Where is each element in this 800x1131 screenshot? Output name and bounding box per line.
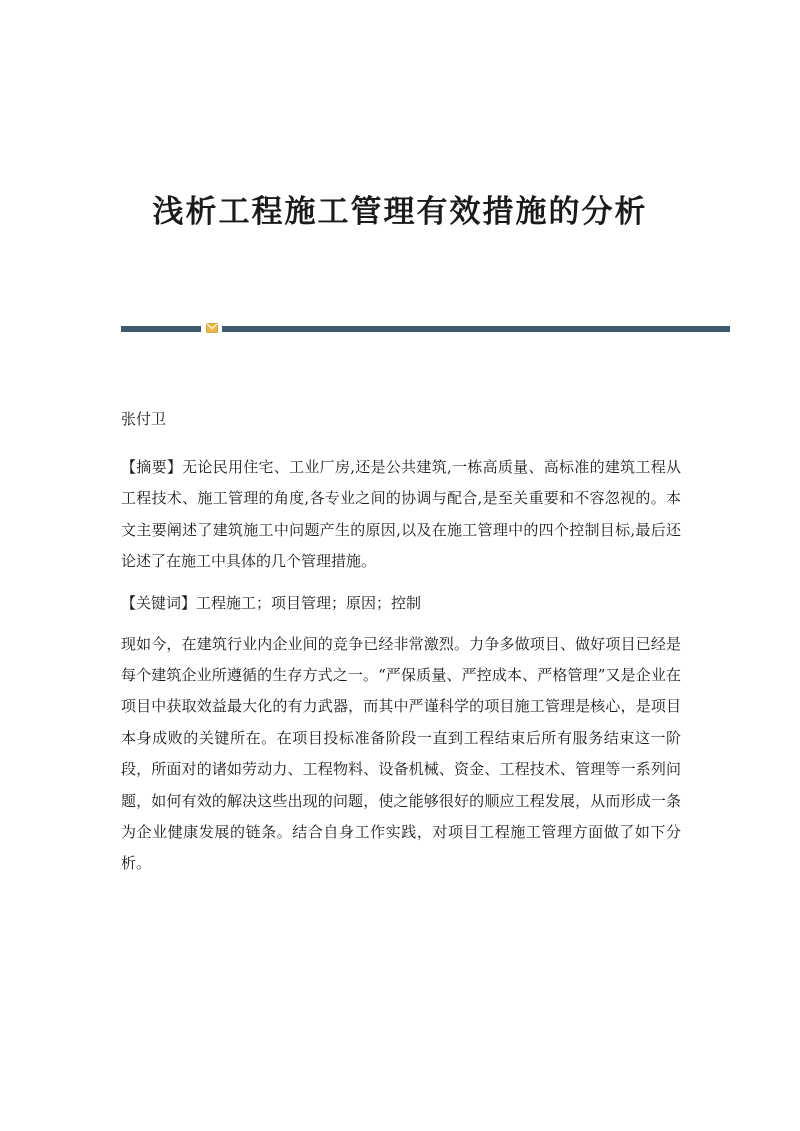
keywords-label: 【关键词】: [121, 593, 197, 612]
abstract-paragraph: [121, 452, 681, 578]
author-name: 张付卫: [121, 410, 167, 428]
title-divider: [121, 326, 730, 332]
abstract-label: 【摘要】: [121, 458, 183, 476]
document-title: 浅析工程施工管理有效措施的分析: [152, 194, 648, 230]
body-paragraph: 现如今，在建筑行业内企业间的竞争已经非常激烈。力争多做项目、做好项目已经是每个建筑企业所遵循的生存方式之一。“严保质量、严控成本、严格管理”又是企业在项目中获取效益最大化的有力武器，而其中严谨科学的项目施工管理是核心，是项目本身成败的关键所在。在项目投标准备阶段一直到工程结束后所有服务结束这一阶段，所面对的诸如劳动力、工程物料、设备机械、资金、工程技术、管理等一系列问题，如何有效的解决这些出现的问题，使之能够很好的顺应工程发展，从而形成一条为企业健康发展的链条。结合自身工作实践，对项目工程施工管理方面做了如下分析。: [121, 634, 681, 873]
envelope-icon: [206, 323, 218, 333]
divider-bar-left: [121, 326, 201, 332]
keywords-paragraph: [121, 588, 681, 619]
divider-bar-right: [222, 326, 730, 332]
keywords-text: 工程施工；项目管理；原因；控制: [196, 593, 422, 612]
document-body: [121, 407, 681, 880]
abstract-text: 无论民用住宅、工业厂房,还是公共建筑,一栋高质量、高标准的建筑工程从工程技术、施工管理的角度,各专业之间的协调与配合,是至关重要和不容忽视的。本文主要阐述了建筑施工中问题产生的原因,以及在施工管理中的四个控制目标,最后还论述了在施工中具体的几个管理措施。: [121, 458, 681, 571]
